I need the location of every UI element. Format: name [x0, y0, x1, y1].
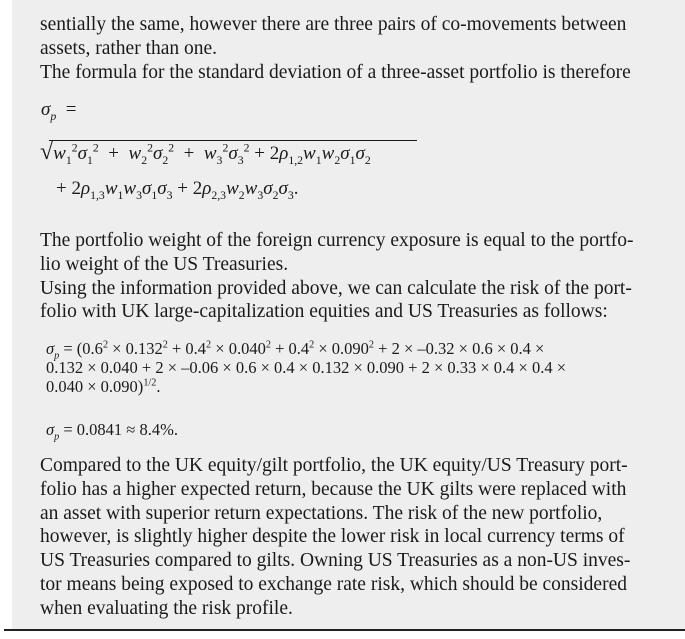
intro-line-2: assets, rather than one.	[40, 37, 218, 59]
calc-line-1: $\sigma_p = (0.6^2 \times 0.132^2 + 0.4^2 \times 0.040^2 + 0.4^2 \times 0.090^2 + 2 \times -0.32 \times 0.6 \times 0.4$ ×	[46, 339, 545, 362]
intro-line-1: sentially the same, however there are three pairs of co-movements between	[40, 14, 627, 35]
intro-paragraph	[40, 13, 660, 84]
formula-line-1: $√w_1^2\sigma_1^2 + w_2^2\sigma_2^2 + w_3^2\sigma_3^2 + 2\rho_{1,2}w_1w_2\sigma_1\sigma_2$	[40, 139, 371, 167]
para2-line-2: lio weight of the US Treasuries.	[40, 253, 289, 275]
para3-line-1: Compared to the UK equity/gilt portfolio, the UK equity/US Treasury port-	[40, 455, 628, 476]
para3-line-2: folio has a higher expected return, because the UK gilts were replaced with	[40, 478, 627, 500]
bottom-rule	[4, 629, 685, 631]
formula-line-2: + $2\rho_{1,3}w_1w_3\sigma_1\sigma_3 + 2\rho_{2,3}w_2w_3\sigma_2\sigma_3$.	[56, 178, 299, 202]
paragraph-2	[40, 229, 660, 324]
para3-line-4: however, is slightly higher despite the lower risk in local currency terms of	[40, 526, 625, 548]
calc-line-3: 0.040 × 0.090)$^{1/2}$.	[46, 377, 161, 396]
calculation-block	[46, 339, 671, 396]
para3-line-6: tor means being exposed to exchange rate risk, which should be considered	[40, 573, 627, 595]
para3-line-3: an asset with superior return expectations. The risk of the new portfolio,	[40, 502, 603, 524]
calculation-result	[46, 420, 671, 443]
para2-line-4: folio with UK large-capitalization equities and US Treasuries as follows:	[40, 301, 608, 323]
calc-result-line: $\sigma_p = 0.0841 \approx 8.4\%$.	[46, 420, 178, 443]
para3-line-7: when evaluating the risk profile.	[40, 597, 293, 619]
calc-line-2: 0.132 × 0.040 + 2 × –0.06 × 0.6 × 0.4 × 0.132 × 0.090 + 2 × 0.33 × 0.4 × 0.4 ×	[46, 358, 567, 377]
para2-line-1: The portfolio weight of the foreign currency exposure is equal to the portfo-	[40, 230, 634, 251]
formula-lhs: $\sigma_p$ =	[41, 99, 77, 123]
sqrt-symbol: √	[40, 139, 54, 165]
paragraph-3	[40, 454, 660, 621]
para3-line-5: US Treasuries compared to gilts. Owning US Treasuries as a non-US inves-	[40, 550, 631, 572]
para2-line-3: Using the information provided above, we can calculate the risk of the port-	[40, 277, 632, 299]
intro-line-3: The formula for the standard deviation of a three-asset portfolio is therefore	[40, 61, 631, 83]
